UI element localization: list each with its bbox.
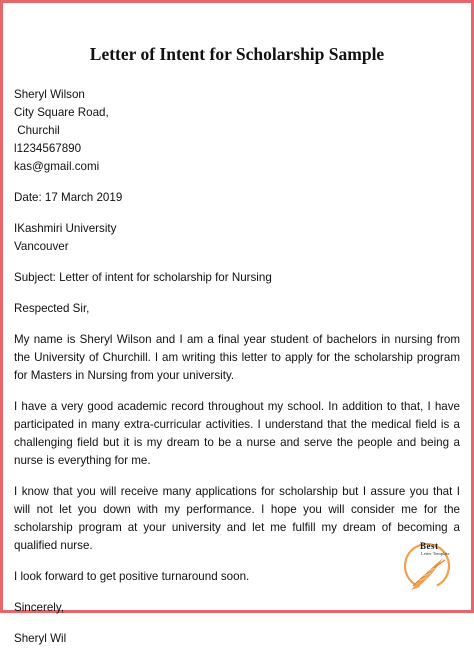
logo-tagline: Letter Template <box>421 551 450 556</box>
paragraph-1: My name is Sheryl Wilson and I am a final year student of bachelors in nursing from the University of Churchill. I am writing this letter to apply for the scholarship program for Masters in Nursing from your university. <box>14 333 460 382</box>
best-letter-template-logo <box>397 528 465 598</box>
recipient-line2: Vancouver <box>14 240 69 253</box>
page-title: Letter of Intent for Scholarship Sample <box>89 44 385 64</box>
closing: Sincerely, <box>14 601 65 614</box>
salutation: Respected Sir, <box>14 302 90 315</box>
sender-address-line2: Churchil <box>14 124 60 137</box>
logo-word: Best <box>420 541 439 551</box>
letter-body <box>14 86 460 648</box>
paragraph-3: I know that you will receive many applications for scholarship but I assure you that I will not let you down with my performance. I hope you will consider me for the scholarship program at your university and let me fulfill my dream of becoming a qualified nurse. <box>14 485 460 552</box>
logo-quill-icon <box>397 528 465 598</box>
sender-address-line1: City Square Road, <box>14 106 109 119</box>
signature-name: Sheryl Wil <box>14 632 67 645</box>
letter-subject: Subject: Letter of intent for scholarship for Nursing <box>14 271 272 284</box>
sender-name: Sheryl Wilson <box>14 88 85 101</box>
recipient-line1: IKashmiri University <box>14 222 117 235</box>
paragraph-4: I look forward to get positive turnaround soon. <box>14 570 250 583</box>
sender-email: kas@gmail.comi <box>14 160 100 173</box>
paragraph-2: I have a very good academic record throughout my school. In addition to that, I have participated in many extra-curricular activities. I understand that the medical field is a challenging field but it is my dream to be a nurse and serve the people and being a nurse is everything for me. <box>14 400 460 467</box>
letter-date: Date: 17 March 2019 <box>14 191 123 204</box>
sender-phone: l1234567890 <box>14 142 82 155</box>
